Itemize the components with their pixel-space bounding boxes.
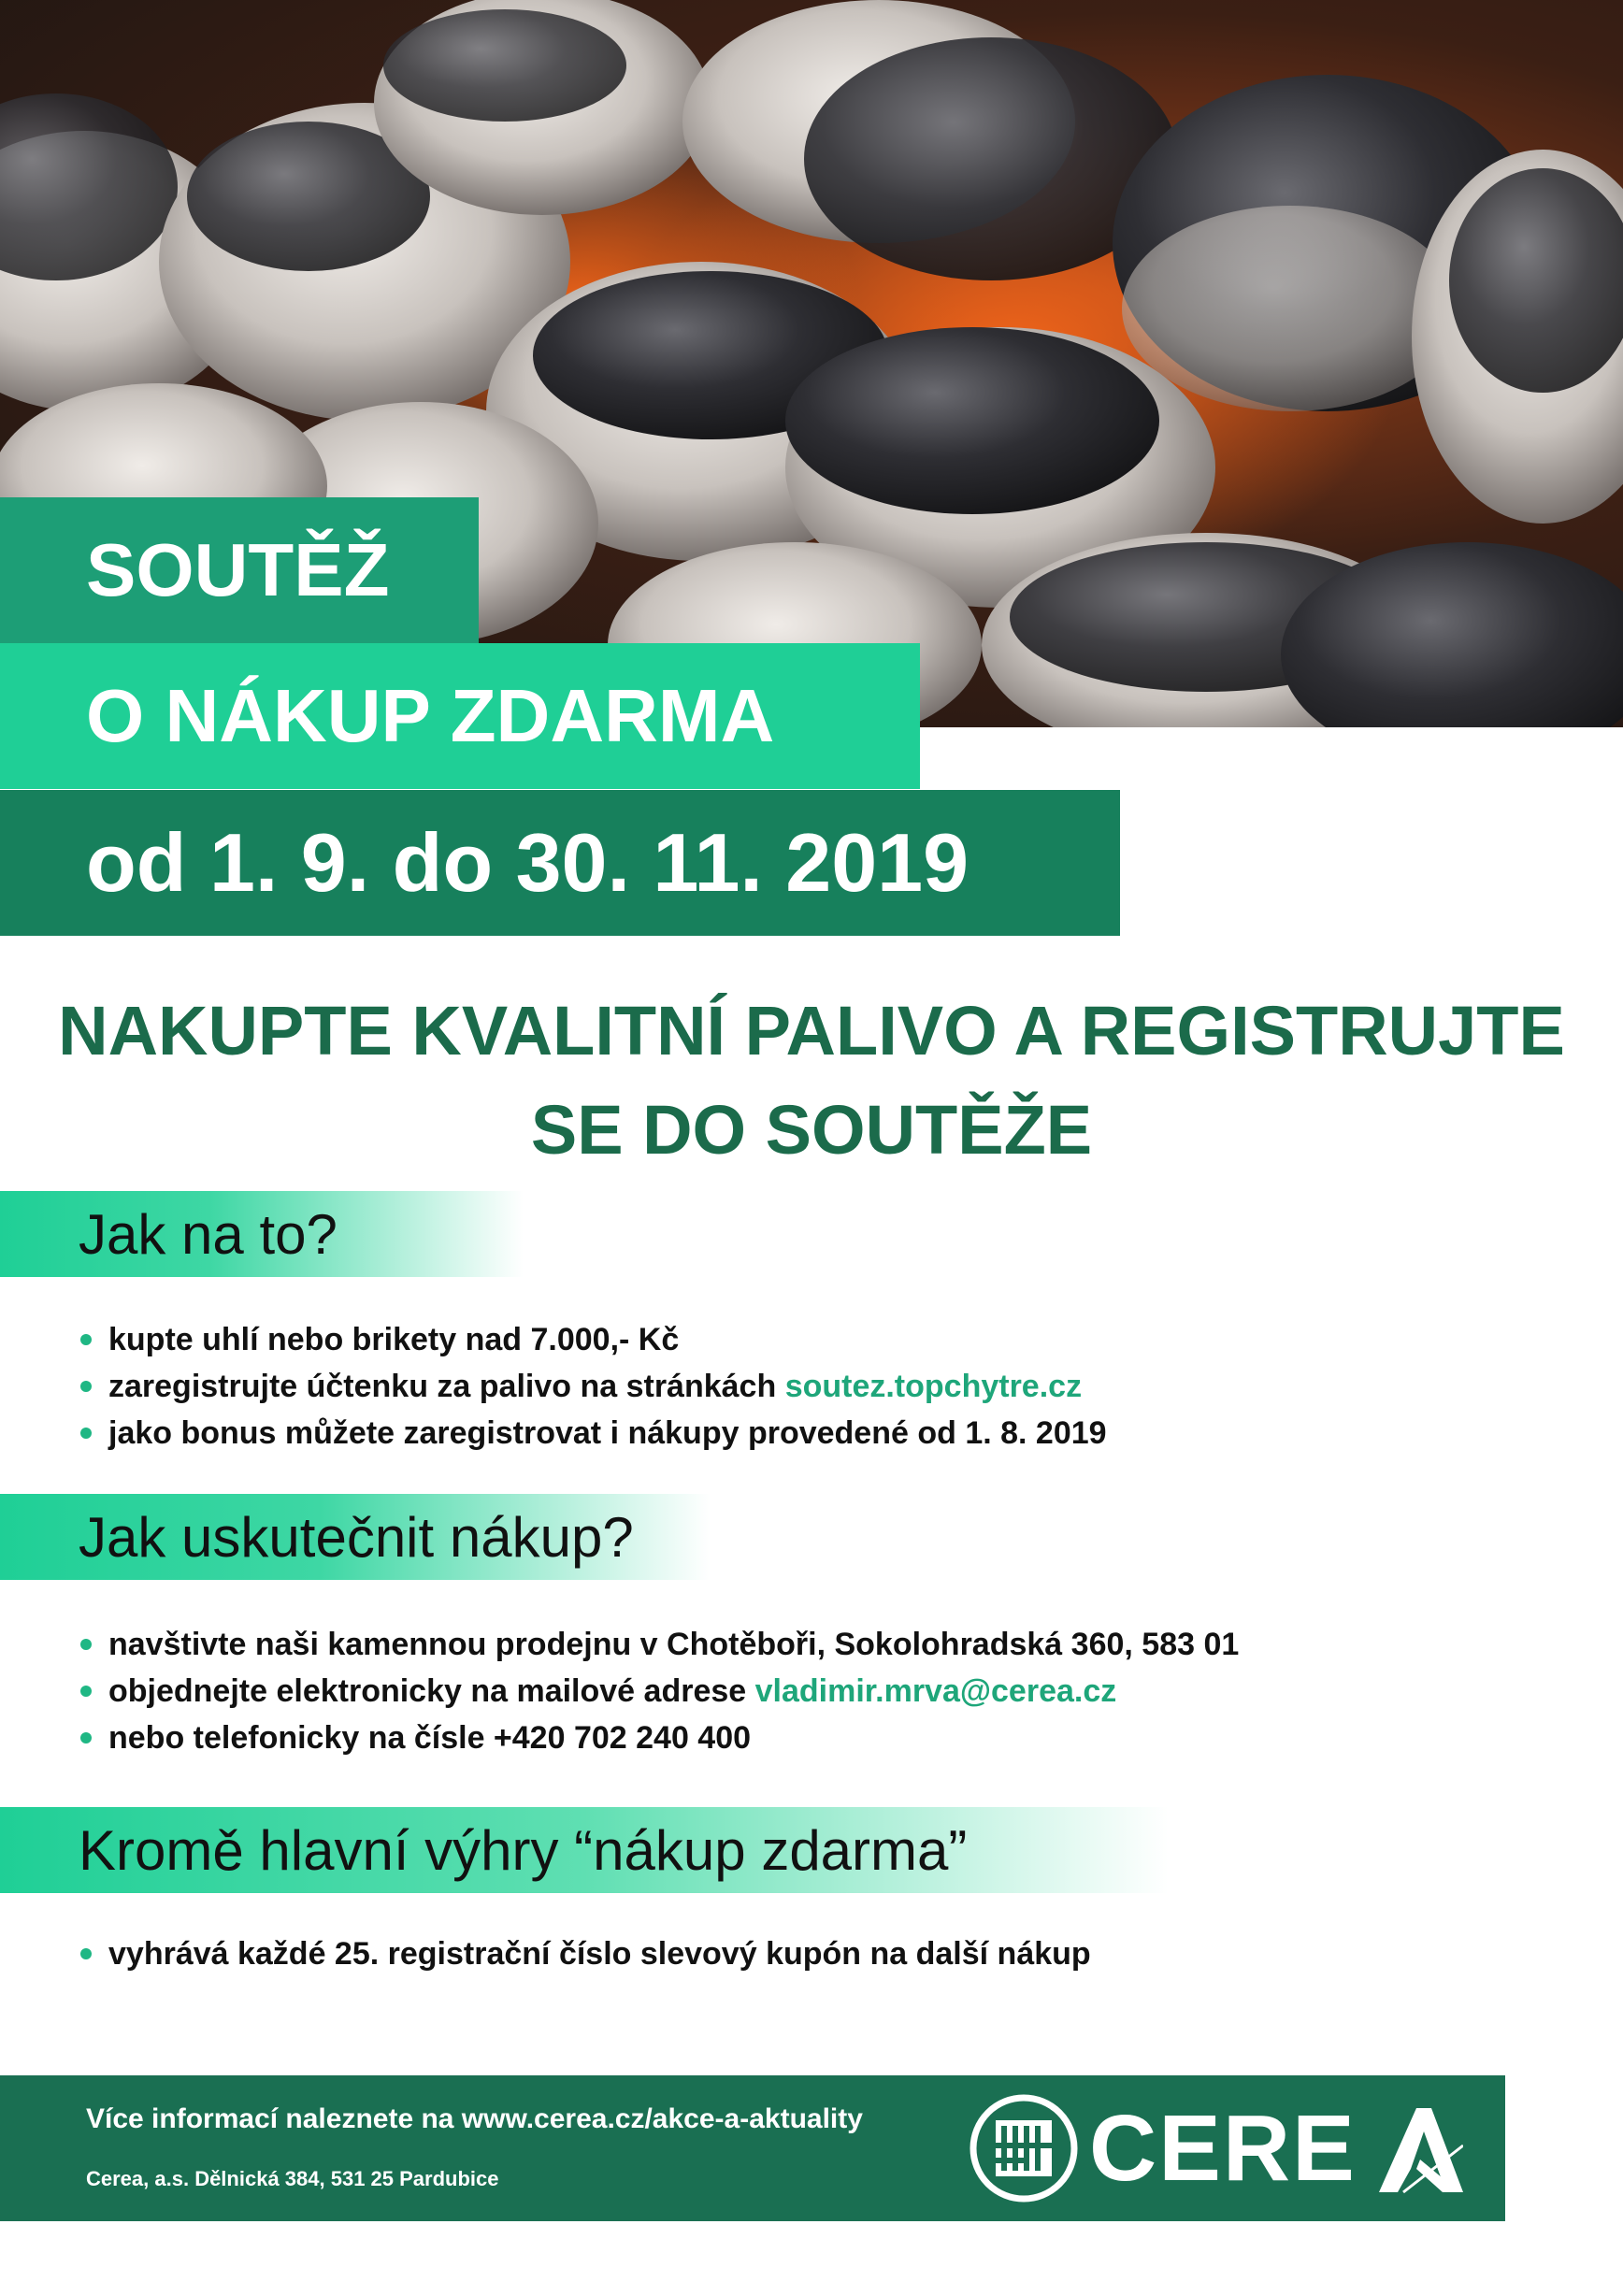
- bullet-icon: [80, 1381, 92, 1392]
- how-to-list: [75, 1316, 1107, 1457]
- list-item: navštivte naši kamennou prodejnu v Chotěboři, Sokolohradská 360, 583 01: [75, 1621, 1239, 1668]
- bullet-icon: [80, 1639, 92, 1650]
- title-line-2: O NÁKUP ZDARMA: [0, 643, 920, 789]
- section-heading-how-to: Jak na to?: [0, 1191, 524, 1277]
- list-item: jako bonus můžete zaregistrovat i nákupy provedené od 1. 8. 2019: [75, 1410, 1107, 1457]
- extra-prizes-list: [75, 1930, 1091, 1977]
- list-item: objednejte elektronicky na mailové adrese vladimir.mrva@cerea.cz: [75, 1668, 1239, 1715]
- headline: [0, 982, 1623, 1180]
- how-to-buy-list: [75, 1621, 1239, 1761]
- website-link[interactable]: soutez.topchytre.cz: [784, 1369, 1083, 1404]
- bullet-icon: [80, 1428, 92, 1439]
- headline-line-1: NAKUPTE KVALITNÍ PALIVO A REGISTRUJTE: [58, 992, 1565, 1069]
- bullet-icon: [80, 1334, 92, 1345]
- section-heading-extra-prizes: Kromě hlavní výhry “nákup zdarma”: [0, 1807, 1169, 1893]
- list-item: vyhrává každé 25. registrační číslo slevový kupón na další nákup: [75, 1930, 1091, 1977]
- title-line-1: SOUTĚŽ: [0, 497, 479, 643]
- bullet-icon: [80, 1732, 92, 1744]
- section-heading-how-to-buy: Jak uskutečnit nákup?: [0, 1494, 711, 1580]
- footer-address: Cerea, a.s. Dělnická 384, 531 25 Pardubice: [86, 2167, 499, 2190]
- date-range: od 1. 9. do 30. 11. 2019: [0, 790, 1120, 936]
- logo-letter-a-icon: [1379, 2103, 1463, 2197]
- headline-line-2: SE DO SOUTĚŽE: [530, 1091, 1093, 1169]
- bullet-icon: [80, 1686, 92, 1697]
- email-link[interactable]: vladimir.mrva@cerea.cz: [754, 1673, 1117, 1709]
- list-item: kupte uhlí nebo brikety nad 7.000,- Kč: [75, 1316, 1107, 1363]
- list-item: zaregistrujte účtenku za palivo na stránkách soutez.topchytre.cz: [75, 1363, 1107, 1410]
- footer-info-link[interactable]: Více informací naleznete na www.cerea.cz/akce-a-aktuality: [86, 2103, 863, 2134]
- cerea-logo: [968, 2092, 1491, 2204]
- logo-wordmark: CERE: [1089, 2096, 1357, 2201]
- bullet-icon: [80, 1948, 92, 1959]
- footer: [0, 2075, 1505, 2221]
- cerea-emblem-icon: [968, 2092, 1080, 2204]
- list-item: nebo telefonicky na čísle +420 702 240 400: [75, 1715, 1239, 1761]
